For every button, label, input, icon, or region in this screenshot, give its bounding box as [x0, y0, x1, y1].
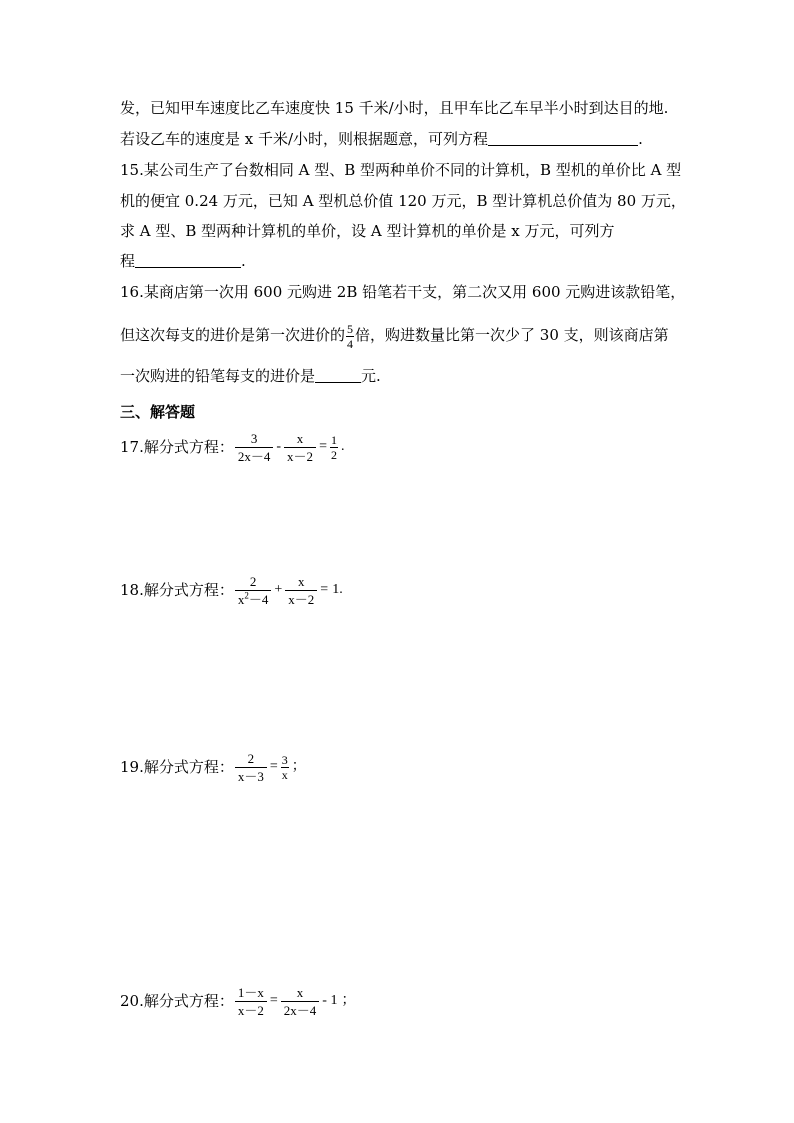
q20-rhs: - 1 — [322, 993, 338, 1008]
q15-line4-end: . — [241, 252, 246, 270]
q15-line2-text: 机的便宜 0.24 万元，已知 A 型机总价值 120 万元，B 型计算机总价值为 80 万元， — [120, 192, 686, 210]
q18-f2-den: x－2 — [288, 591, 315, 607]
q17-minus: - — [276, 439, 282, 454]
q16-line2-post: 倍，购进数量比第一次少了 30 支，则该商店第 — [355, 326, 669, 344]
q15-line1-text: 15.某公司生产了台数相同 A 型、B 型两种单价不同的计算机，B 型机的单价比 A 型 — [120, 161, 682, 179]
q16-line2 — [120, 318, 669, 352]
q17-f1-num: 3 — [235, 431, 274, 448]
q19-f1-num: 2 — [235, 751, 267, 768]
q19-equation — [120, 746, 308, 787]
q18-f2-num: x — [285, 574, 317, 591]
section-title: 三、解答题 — [120, 403, 196, 421]
q20-equation — [120, 980, 357, 1021]
q18-f1-den-exp: 2 — [244, 590, 249, 601]
q17-f3-den: 2 — [330, 447, 337, 462]
q15-line3 — [120, 221, 615, 241]
q19-fraction-2 — [281, 754, 289, 781]
q17-fraction-2 — [284, 431, 316, 464]
q18-f1-den — [235, 591, 272, 607]
q16-line2-pre: 但这次每支的进价是第一次进价的 — [120, 326, 346, 344]
q16-line3-end: 元. — [361, 367, 381, 385]
q19-end: ； — [291, 759, 306, 774]
q14-line1 — [120, 98, 668, 118]
q14-line1-text: 发，已知甲车速度比乙车速度快 15 千米/小时，且甲车比乙车早半小时到达目的地. — [120, 99, 669, 117]
q17-f1-den: 2x－4 — [237, 448, 271, 464]
q18-f1-den-base: x — [237, 591, 245, 607]
q15-answer-blank[interactable] — [135, 252, 241, 268]
q15-line4-text: 程 — [120, 252, 136, 270]
q20-f1-num: 1－x — [235, 985, 267, 1002]
q17-fraction-1 — [235, 431, 274, 464]
q16-line3 — [120, 366, 381, 386]
q14-line2-end: . — [638, 130, 643, 148]
q18-f1-num: 2 — [235, 574, 272, 591]
q19-fraction-1 — [235, 751, 267, 784]
q16-answer-blank[interactable] — [315, 367, 361, 383]
q19-f1-den: x－3 — [237, 768, 264, 784]
q14-line2-text: 若设乙车的速度是 x 千米/小时，则根据题意，可列方程 — [120, 130, 489, 148]
q19-equals: = — [269, 759, 278, 774]
q17-f3-num: 1 — [330, 432, 337, 447]
q16-fraction — [346, 323, 354, 350]
q19-f2-num: 3 — [281, 752, 288, 767]
q18-equals: = — [320, 582, 329, 597]
q17-f2-num: x — [284, 431, 316, 448]
q14-line2 — [120, 129, 643, 149]
q15-line1 — [120, 160, 681, 180]
q20-end: ； — [341, 993, 356, 1008]
q20-f2-num: x — [281, 985, 320, 1002]
q16-frac-num: 5 — [347, 321, 354, 336]
q17-fraction-3 — [330, 434, 338, 461]
q17-end: . — [340, 439, 345, 454]
q20-f2-den: 2x－4 — [283, 1002, 317, 1018]
q18-equation — [120, 569, 345, 610]
q15-line2 — [120, 191, 686, 211]
q15-line4 — [120, 251, 246, 271]
q18-rhs: 1. — [332, 582, 343, 597]
q17-equation — [120, 426, 346, 467]
q20-equals: = — [269, 993, 278, 1008]
q18-f1-den-rest: －4 — [248, 591, 269, 607]
q18-fraction-2 — [285, 574, 317, 607]
q16-line1 — [120, 282, 685, 302]
q20-fraction-2 — [281, 985, 320, 1018]
q18-prefix: 18.解分式方程： — [120, 581, 234, 599]
q20-prefix: 20.解分式方程： — [120, 992, 234, 1010]
q19-f2-den: x — [281, 767, 288, 782]
q16-line3-text: 一次购进的铅笔每支的进价是 — [120, 367, 316, 385]
q20-fraction-1 — [235, 985, 267, 1018]
q14-answer-blank[interactable] — [488, 130, 638, 146]
q17-equals: = — [319, 439, 327, 454]
q18-fraction-1 — [235, 574, 272, 607]
q19-prefix: 19.解分式方程： — [120, 758, 234, 776]
q16-line1-text: 16.某商店第一次用 600 元购进 2B 铅笔若干支，第二次又用 600 元购进该款铅笔， — [120, 283, 686, 301]
q20-f1-den: x－2 — [237, 1002, 264, 1018]
q17-f2-den: x－2 — [287, 448, 314, 464]
q16-frac-den: 4 — [347, 336, 354, 351]
q17-prefix: 17.解分式方程： — [120, 438, 234, 456]
q15-line3-text: 求 A 型、B 型两种计算机的单价，设 A 型计算机的单价是 x 万元，可列方 — [120, 222, 615, 240]
q18-plus: + — [274, 582, 283, 597]
